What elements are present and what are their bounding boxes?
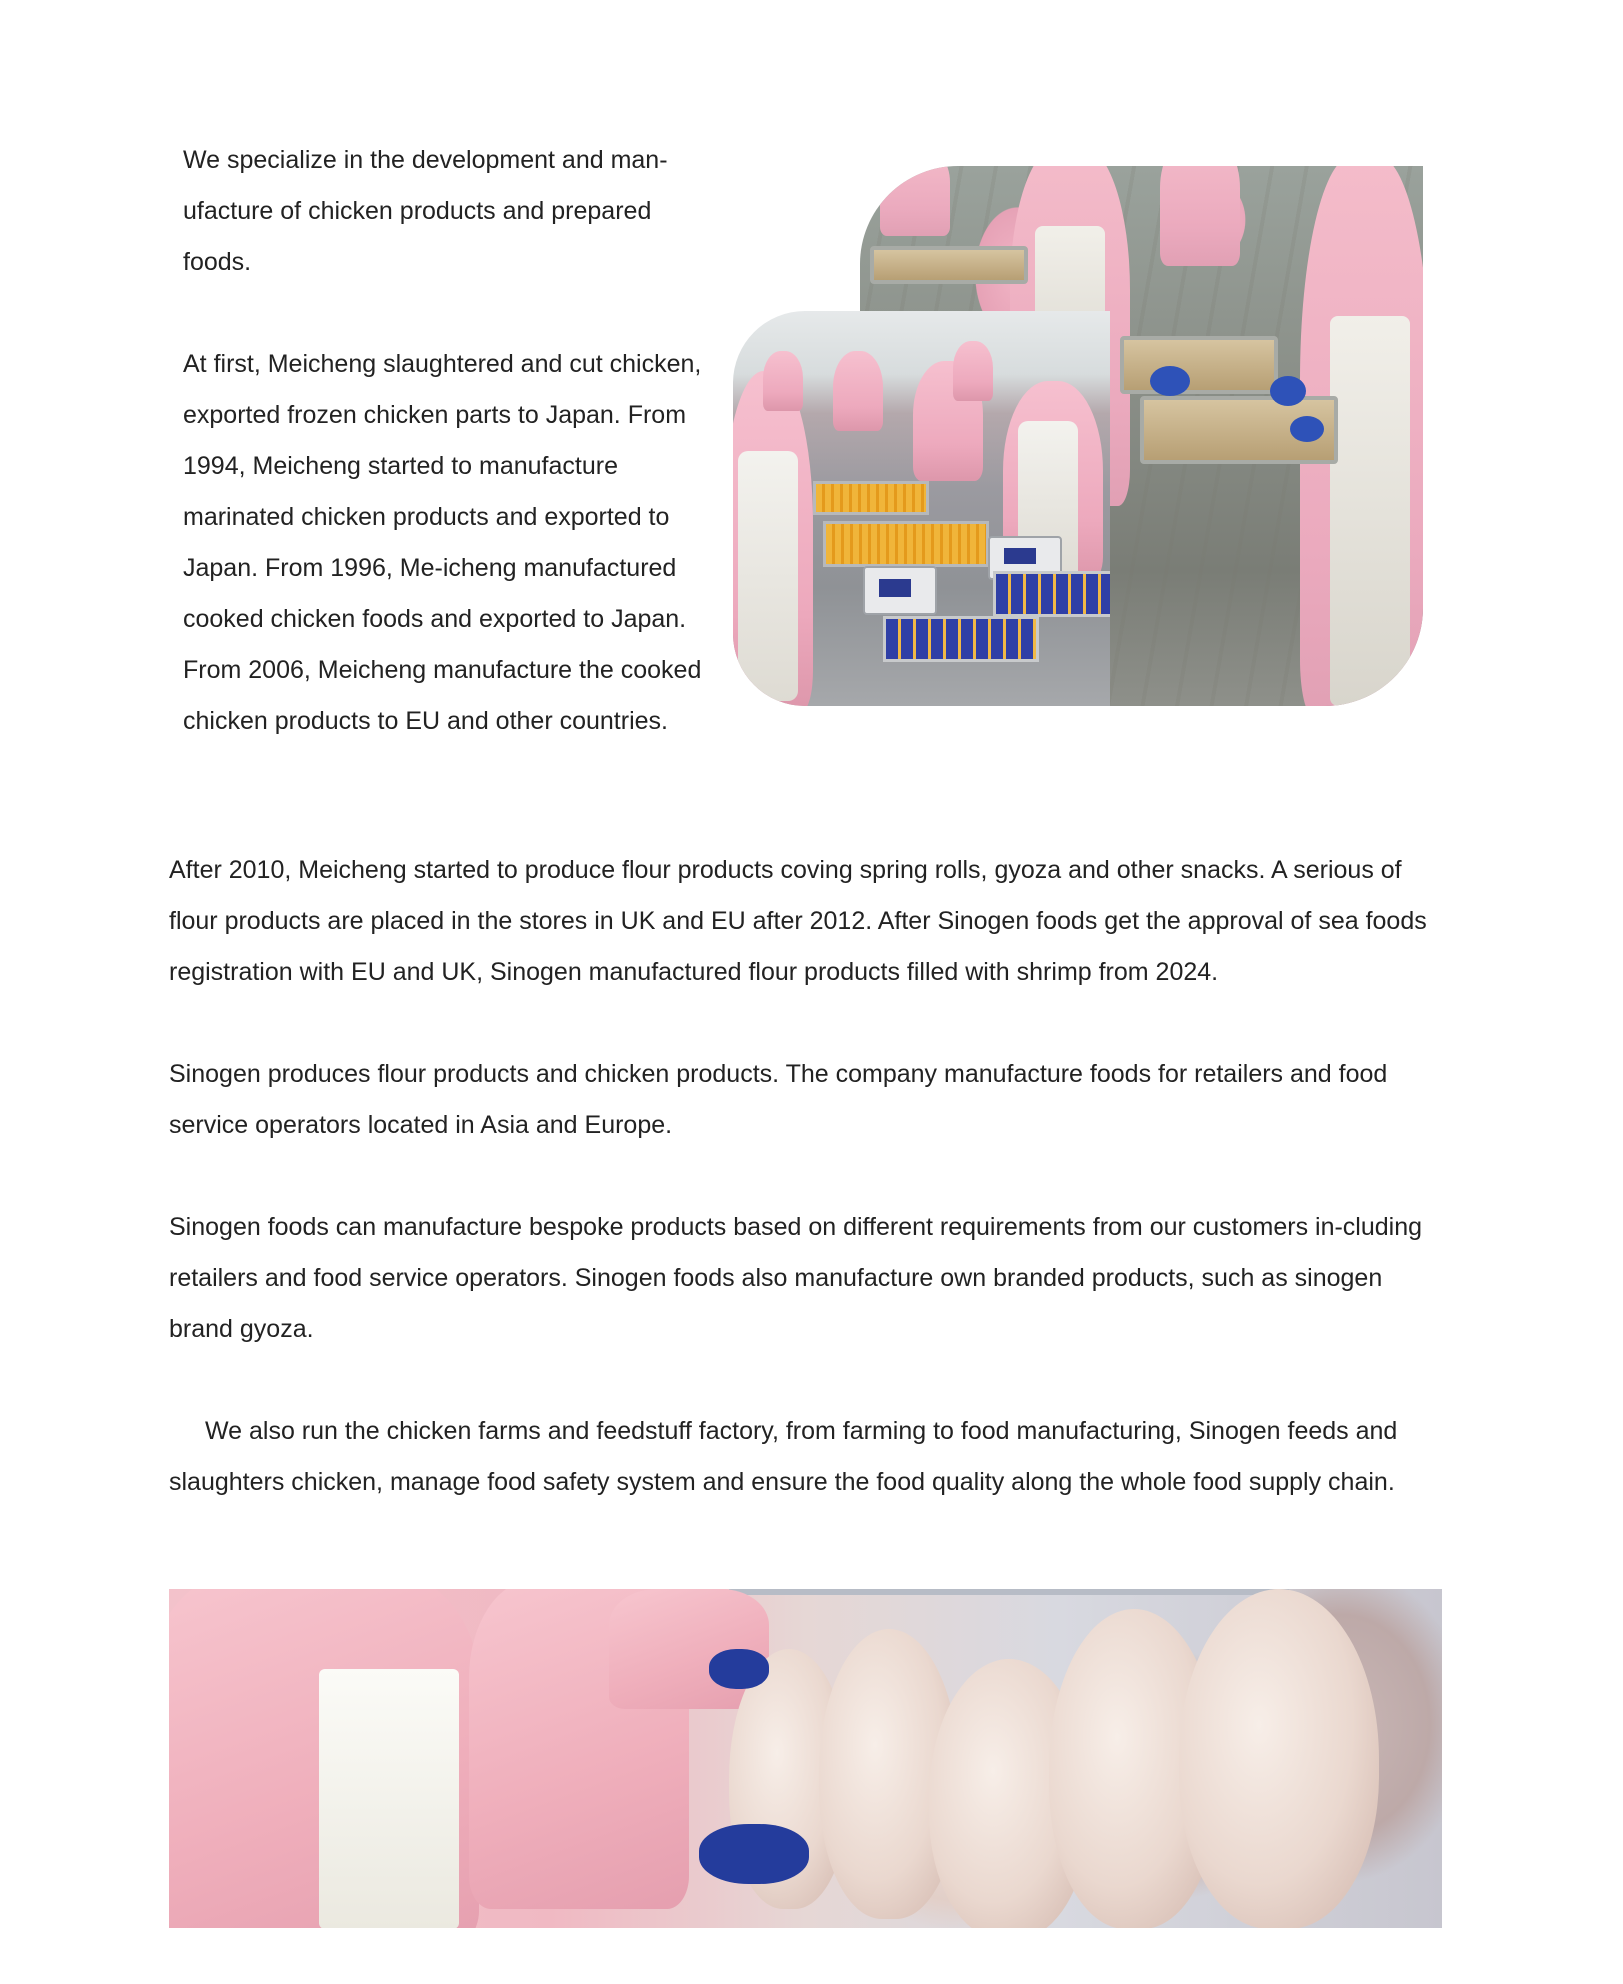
factory-photo-skewer-line — [733, 311, 1110, 706]
paragraph-markets: Sinogen produces flour products and chicken products. The company manufacture foods for retailers and food service operators located in Asia and Europe. — [169, 1060, 1388, 1139]
intro-paragraph-history: At first, Meicheng slaughtered and cut chicken, exported frozen chicken parts to Japan. From 1994, Meicheng started to manufacture marinated chicken products and exported to Japan. From 1996, Me-icheng manufactured cooked chicken foods and exported to Japan. From 2006, Meicheng manufacture the cooked chicken products to EU and other countries. — [183, 350, 702, 735]
factory-photo-chicken-processing — [169, 1589, 1442, 1928]
paragraph-supply-chain: We also run the chicken farms and feedstuff factory, from farming to food manufacturing, Sinogen feeds and slaughters chicken, manage food safety system and ensure the food quality along the whole food supply chain. — [169, 1417, 1398, 1496]
paragraph-bespoke-products: Sinogen foods can manufacture bespoke products based on different requirements from our customers in-cluding retailers and food service operators. Sinogen foods also manufacture own branded products, such as sinogen brand gyoza. — [169, 1213, 1423, 1343]
company-description-block — [169, 845, 1439, 1559]
intro-paragraph-specialization: We specialize in the development and man-ufacture of chicken products and prepared foods. — [183, 146, 668, 276]
intro-text-block — [183, 135, 703, 747]
paragraph-flour-products: After 2010, Meicheng started to produce flour products coving spring rolls, gyoza and other snacks. A serious of flour products are placed in the stores in UK and EU after 2012. After Sinogen foods get the approval of sea foods registration with EU and UK, Sinogen manufactured flour products filled with shrimp from 2024. — [169, 856, 1427, 986]
